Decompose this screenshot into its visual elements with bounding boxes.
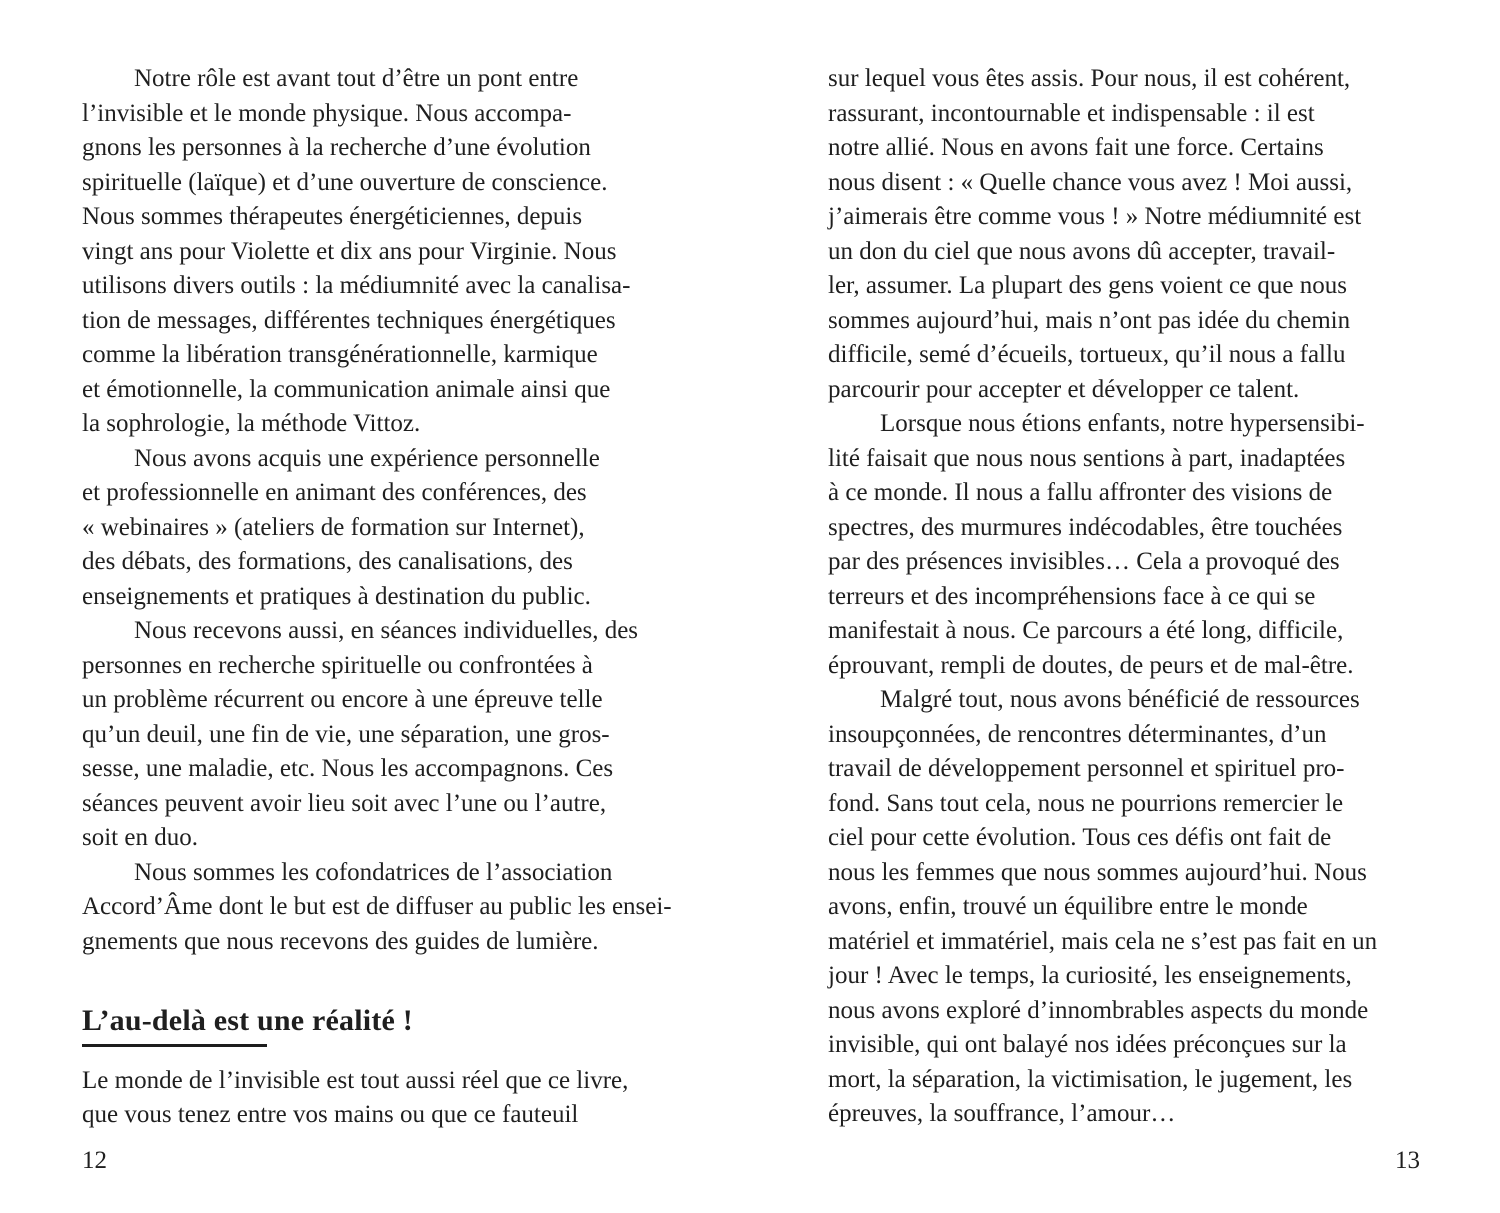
text-line: nous disent : « Quelle chance vous avez ! Moi aussi, (828, 168, 1353, 196)
text-line: tion de messages, différentes techniques énergétiques (82, 306, 616, 334)
text-line: la sophrologie, la méthode Vittoz. (82, 410, 421, 437)
text-line: soit en duo. (82, 824, 198, 851)
text-line: manifestait à nous. Ce parcours a été long, difficile, (828, 617, 1344, 644)
text-line: notre allié. Nous en avons fait une force. Certains (828, 134, 1324, 161)
text-line: terreurs et des incompréhensions face à ce qui se (828, 582, 1316, 610)
text-line: ler, assumer. La plupart des gens voient ce que nous (828, 272, 1347, 299)
text-line: enseignements et pratiques à destination du public. (82, 582, 591, 610)
text-line: avons, enfin, trouvé un équilibre entre le monde (828, 893, 1308, 920)
text-line: nous les femmes que nous sommes aujourd’hui. Nous (828, 858, 1367, 886)
text-line: utilisons divers outils : la médiumnité avec la canalisa- (82, 272, 631, 299)
text-line: nous avons exploré d’innombrables aspects du monde (828, 996, 1369, 1024)
page-left-text-column (82, 62, 675, 1133)
text-line: travail de développement personnel et spirituel pro- (828, 755, 1345, 782)
text-line: rassurant, incontournable et indispensable : il est (828, 99, 1315, 127)
text-line: Nous recevons aussi, en séances individuelles, des (134, 617, 639, 644)
text-line: j’aimerais être comme vous ! » Notre médiumnité est (828, 203, 1362, 230)
page-right-text-column (828, 62, 1420, 1132)
text-line: un don du ciel que nous avons dû accepter, travail- (828, 237, 1336, 265)
text-line: fond. Sans tout cela, nous ne pourrions remercier le (828, 789, 1344, 817)
text-line: éprouvant, rempli de doutes, de peurs et de mal-être. (828, 651, 1354, 679)
text-line: et émotionnelle, la communication animale ainsi que (82, 375, 611, 403)
text-line: jour ! Avec le temps, la curiosité, les enseignements, (828, 962, 1352, 989)
text-line: Le monde de l’invisible est tout aussi réel que ce livre, (82, 1066, 629, 1094)
text-line: séances peuvent avoir lieu soit avec l’une ou l’autre, (82, 789, 607, 817)
text-line: qu’un deuil, une fin de vie, une séparation, une gros- (82, 720, 610, 748)
text-line: lité faisait que nous nous sentions à part, inadaptées (828, 444, 1346, 472)
text-line: invisible, qui ont balayé nos idées préconçues sur la (828, 1031, 1347, 1058)
text-line: et professionnelle en animant des conférences, des (82, 479, 587, 506)
text-line: mort, la séparation, la victimisation, le jugement, les (828, 1065, 1353, 1093)
text-line: par des présences invisibles… Cela a provoqué des (828, 548, 1340, 575)
text-line: matériel et immatériel, mais cela ne s’est pas fait en un (828, 927, 1378, 955)
text-line: épreuves, la souffrance, l’amour… (828, 1100, 1176, 1127)
text-line: un problème récurrent ou encore à une épreuve telle (82, 686, 603, 713)
text-line: Nous sommes thérapeutes énergéticiennes, depuis (82, 203, 583, 230)
text-line: gnons les personnes à la recherche d’une évolution (82, 134, 591, 161)
text-line: Nous avons acquis une expérience personnelle (134, 444, 600, 472)
text-line: Lorsque nous étions enfants, notre hypersensibi- (880, 410, 1365, 437)
text-line: Accord’Âme dont le but est de diffuser au public les ensei- (82, 893, 672, 920)
text-line: sommes aujourd’hui, mais n’ont pas idée du chemin (828, 306, 1351, 334)
text-line: que vous tenez entre vos mains ou que ce fauteuil (82, 1101, 579, 1128)
text-line: ciel pour cette évolution. Tous ces défis ont fait de (828, 824, 1332, 851)
section-heading: L’au-delà est une réalité ! (82, 1004, 413, 1037)
page-number-left: 12 (82, 1147, 107, 1174)
text-line: Notre rôle est avant tout d’être un pont entre (134, 65, 579, 92)
text-line: sur lequel vous êtes assis. Pour nous, il est cohérent, (828, 65, 1351, 92)
heading-underline (82, 1044, 267, 1047)
text-line: Malgré tout, nous avons bénéficié de ressources (880, 686, 1360, 713)
text-line: sesse, une maladie, etc. Nous les accompagnons. Ces (82, 755, 614, 782)
text-line: des débats, des formations, des canalisations, des (82, 548, 573, 575)
text-line: Nous sommes les cofondatrices de l’association (134, 858, 613, 886)
text-line: difficile, semé d’écueils, tortueux, qu’il nous a fallu (828, 341, 1346, 368)
text-line: comme la libération transgénérationnelle, karmique (82, 341, 598, 368)
text-line: spectres, des murmures indécodables, être touchées (828, 513, 1343, 541)
text-line: vingt ans pour Violette et dix ans pour Virginie. Nous (82, 237, 617, 265)
text-line: spirituelle (laïque) et d’une ouverture de conscience. (82, 168, 608, 196)
page-right (750, 0, 1500, 1213)
text-line: parcourir pour accepter et développer ce talent. (828, 375, 1300, 403)
text-line: insoupçonnées, de rencontres déterminantes, d’un (828, 720, 1327, 748)
text-line: gnements que nous recevons des guides de lumière. (82, 927, 599, 955)
text-line: personnes en recherche spirituelle ou confrontées à (82, 651, 593, 679)
page-number-right: 13 (1395, 1147, 1420, 1174)
text-line: « webinaires » (ateliers de formation sur Internet), (82, 513, 585, 541)
text-line: à ce monde. Il nous a fallu affronter des visions de (828, 479, 1333, 506)
text-line: l’invisible et le monde physique. Nous accompa- (82, 99, 572, 127)
